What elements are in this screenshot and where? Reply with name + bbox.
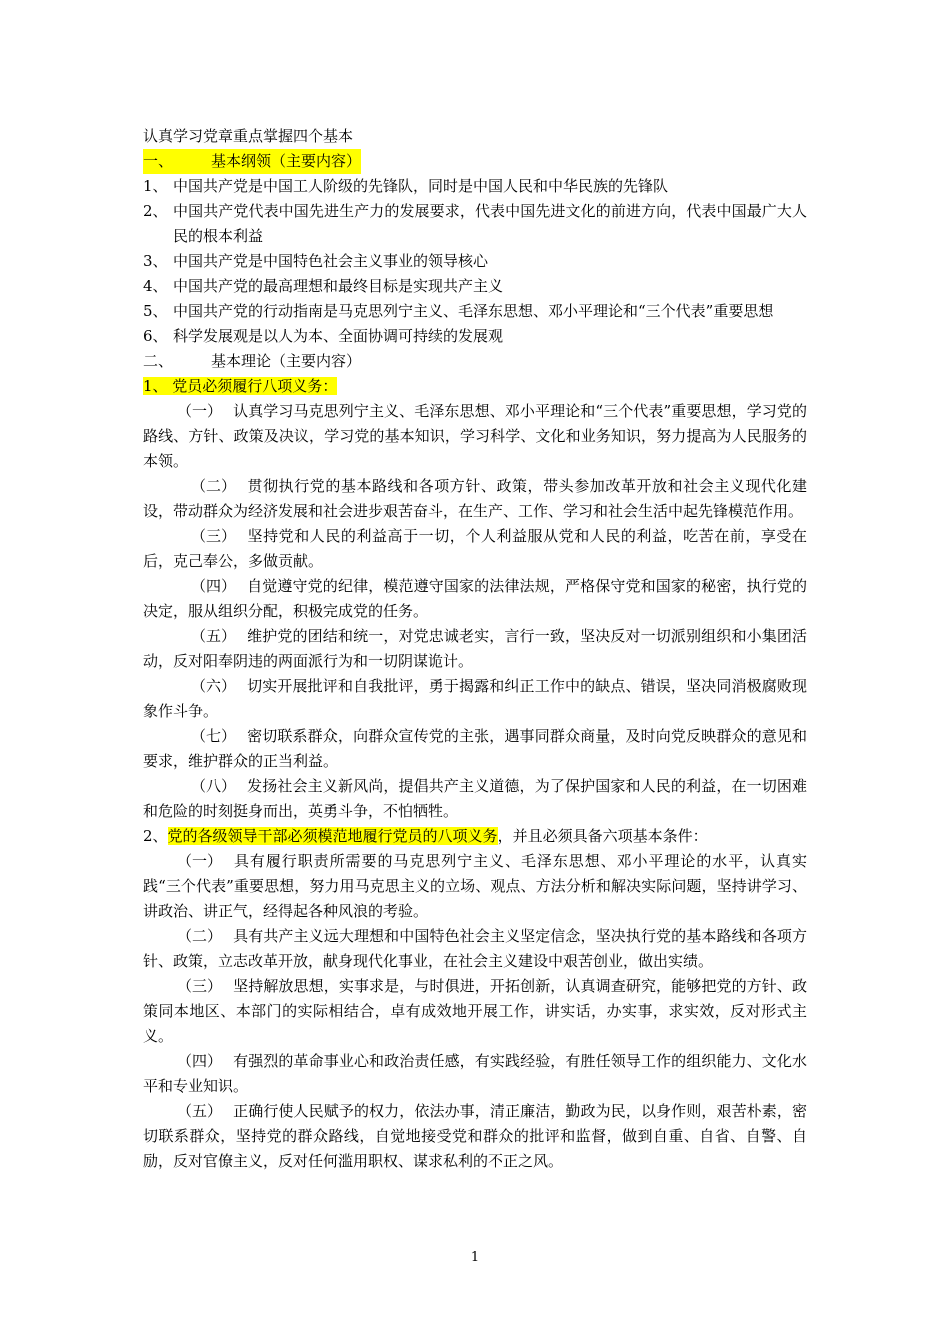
duty-paragraph: （六） 切实开展批评和自我批评，勇于揭露和纠正工作中的缺点、错误，坚决同消极腐败现象作斗争。 [143,677,807,720]
duty-paragraph: （七） 密切联系群众，向群众宣传党的主张，遇事同群众商量，及时向党反映群众的意见和要求，维护群众的正当利益。 [143,727,807,770]
condition-paragraph: （四） 有强烈的革命事业心和政治责任感，有实践经验，有胜任领导工作的组织能力、文化水平和专业知识。 [143,1052,807,1095]
duty-paragraph: （四） 自觉遵守党的纪律，模范遵守国家的法律法规，严格保守党和国家的秘密，执行党的决定，服从组织分配，积极完成党的任务。 [143,577,807,620]
duties-list [143,399,807,824]
list-item: 1、 中国共产党是中国工人阶级的先锋队，同时是中国人民和中华民族的先锋队 [143,177,669,195]
page-number: 1 [470,1250,480,1265]
list-item: 4、 中国共产党的最高理想和最终目标是实现共产主义 [143,277,504,295]
duty-paragraph: （五） 维护党的团结和统一，对党忠诚老实，言行一致，坚决反对一切派别组织和小集团活动，反对阳奉阴违的两面派行为和一切阴谋诡计。 [143,627,807,670]
program-list [143,174,807,349]
subheading-2: 2、党的各级领导干部必须模范地履行党员的八项义务，并且必须具备六项基本条件： [143,827,708,845]
duty-paragraph: （二） 贯彻执行党的基本路线和各项方针、政策，带头参加改革开放和社会主义现代化建设，带动群众为经济发展和社会进步艰苦奋斗，在生产、工作、学习和社会生活中起先锋模范作用。 [143,477,807,520]
list-item: 6、 科学发展观是以人为本、全面协调可持续的发展观 [143,327,504,345]
conditions-list [143,849,807,1174]
condition-paragraph: （五） 正确行使人民赋予的权力，依法办事，清正廉洁，勤政为民，以身作则，艰苦朴素，密切联系群众，坚持党的群众路线，自觉地接受党和群众的批评和监督，做到自重、自省、自警、自励，反对官僚主义，反对任何滥用职权、谋求私利的不正之风。 [143,1102,807,1170]
condition-paragraph: （三） 坚持解放思想，实事求是，与时俱进，开拓创新，认真调查研究，能够把党的方针、政策同本地区、本部门的实际相结合，卓有成效地开展工作，讲实话，办实事，求实效，反对形式主义。 [143,977,807,1045]
subheading-1: 1、 党员必须履行八项义务： [143,377,338,395]
section-1-highlight: 一、 基本纲领（主要内容） [143,149,361,174]
duty-paragraph: （八） 发扬社会主义新风尚，提倡共产主义道德，为了保护国家和人民的利益，在一切困难和危险的时刻挺身而出，英勇斗争，不怕牺牲。 [143,777,807,820]
list-item: 3、 中国共产党是中国特色社会主义事业的领导核心 [143,252,489,270]
condition-paragraph: （一） 具有履行职责所需要的马克思列宁主义、毛泽东思想、邓小平理论的水平，认真实践“三个代表”重要思想，努力用马克思主义的立场、观点、方法分析和解决实际问题，坚持讲学习、讲政治、讲正气，经得起各种风浪的考验。 [143,852,807,920]
document-body [143,124,807,1174]
list-item: 5、 中国共产党的行动指南是马克思列宁主义、毛泽东思想、邓小平理论和“三个代表”重要思想 [143,302,774,320]
condition-paragraph: （二） 具有共产主义远大理想和中国特色社会主义坚定信念，坚决执行党的基本路线和各项方针、政策，立志改革开放，献身现代化事业，在社会主义建设中艰苦创业，做出实绩。 [143,927,807,970]
duty-paragraph: （三） 坚持党和人民的利益高于一切，个人利益服从党和人民的利益，吃苦在前，享受在后，克己奉公，多做贡献。 [143,527,807,570]
section-1-heading [143,149,807,174]
duty-paragraph: （一） 认真学习马克思列宁主义、毛泽东思想、邓小平理论和“三个代表”重要思想，学习党的路线、方针、政策及决议，学习党的基本知识，学习科学、文化和业务知识，努力提高为人民服务的本领。 [143,402,807,470]
document-title: 认真学习党章重点掌握四个基本 [143,127,354,145]
list-item: 2、 中国共产党代表中国先进生产力的发展要求，代表中国先进文化的前进方向，代表中国最广大人民的根本利益 [143,202,807,245]
section-2-heading: 二、 基本理论（主要内容） [143,352,362,370]
